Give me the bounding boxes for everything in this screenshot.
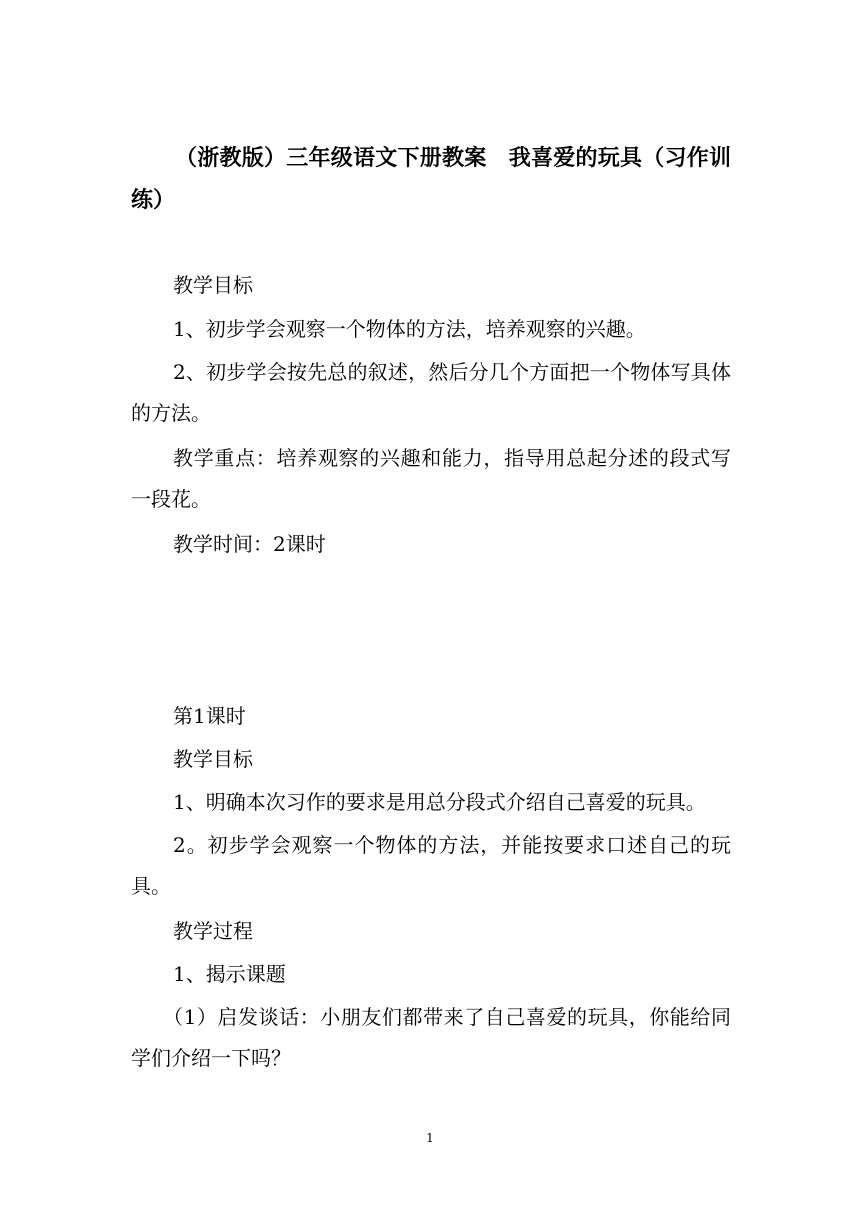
- paragraph-step-1-detail: （1）启发谈话：小朋友们都带来了自己喜爱的玩具，你能给同学们介绍一下吗？: [131, 1005, 731, 1070]
- paragraph-teaching-focus: 教学重点：培养观察的兴趣和能力，指导用总起分述的段式写一段花。: [131, 446, 731, 511]
- page-number: 1: [426, 1131, 434, 1145]
- paragraph-goal-1: 1、初步学会观察一个物体的方法，培养观察的兴趣。: [173, 317, 646, 341]
- document-title: （浙教版）三年级语文下册教案 我喜爱的玩具（习作训练）: [131, 145, 731, 213]
- paragraph-lesson-goal-1: 1、明确本次习作的要求是用总分段式介绍自己喜爱的玩具。: [173, 790, 706, 814]
- paragraph-teaching-goals-heading: 教学目标: [173, 273, 253, 297]
- paragraph-lesson-goals-heading: 教学目标: [173, 747, 253, 771]
- paragraph-goal-2: 2、初步学会按先总的叙述，然后分几个方面把一个物体写具体的方法。: [131, 360, 731, 425]
- paragraph-lesson-1-heading: 第1课时: [173, 704, 246, 728]
- paragraph-lesson-goal-2: 2。初步学会观察一个物体的方法，并能按要求口述自己的玩具。: [131, 833, 731, 898]
- paragraph-step-1: 1、揭示课题: [173, 962, 286, 986]
- paragraph-teaching-process-heading: 教学过程: [173, 919, 253, 943]
- paragraph-teaching-time: 教学时间：2课时: [173, 532, 326, 556]
